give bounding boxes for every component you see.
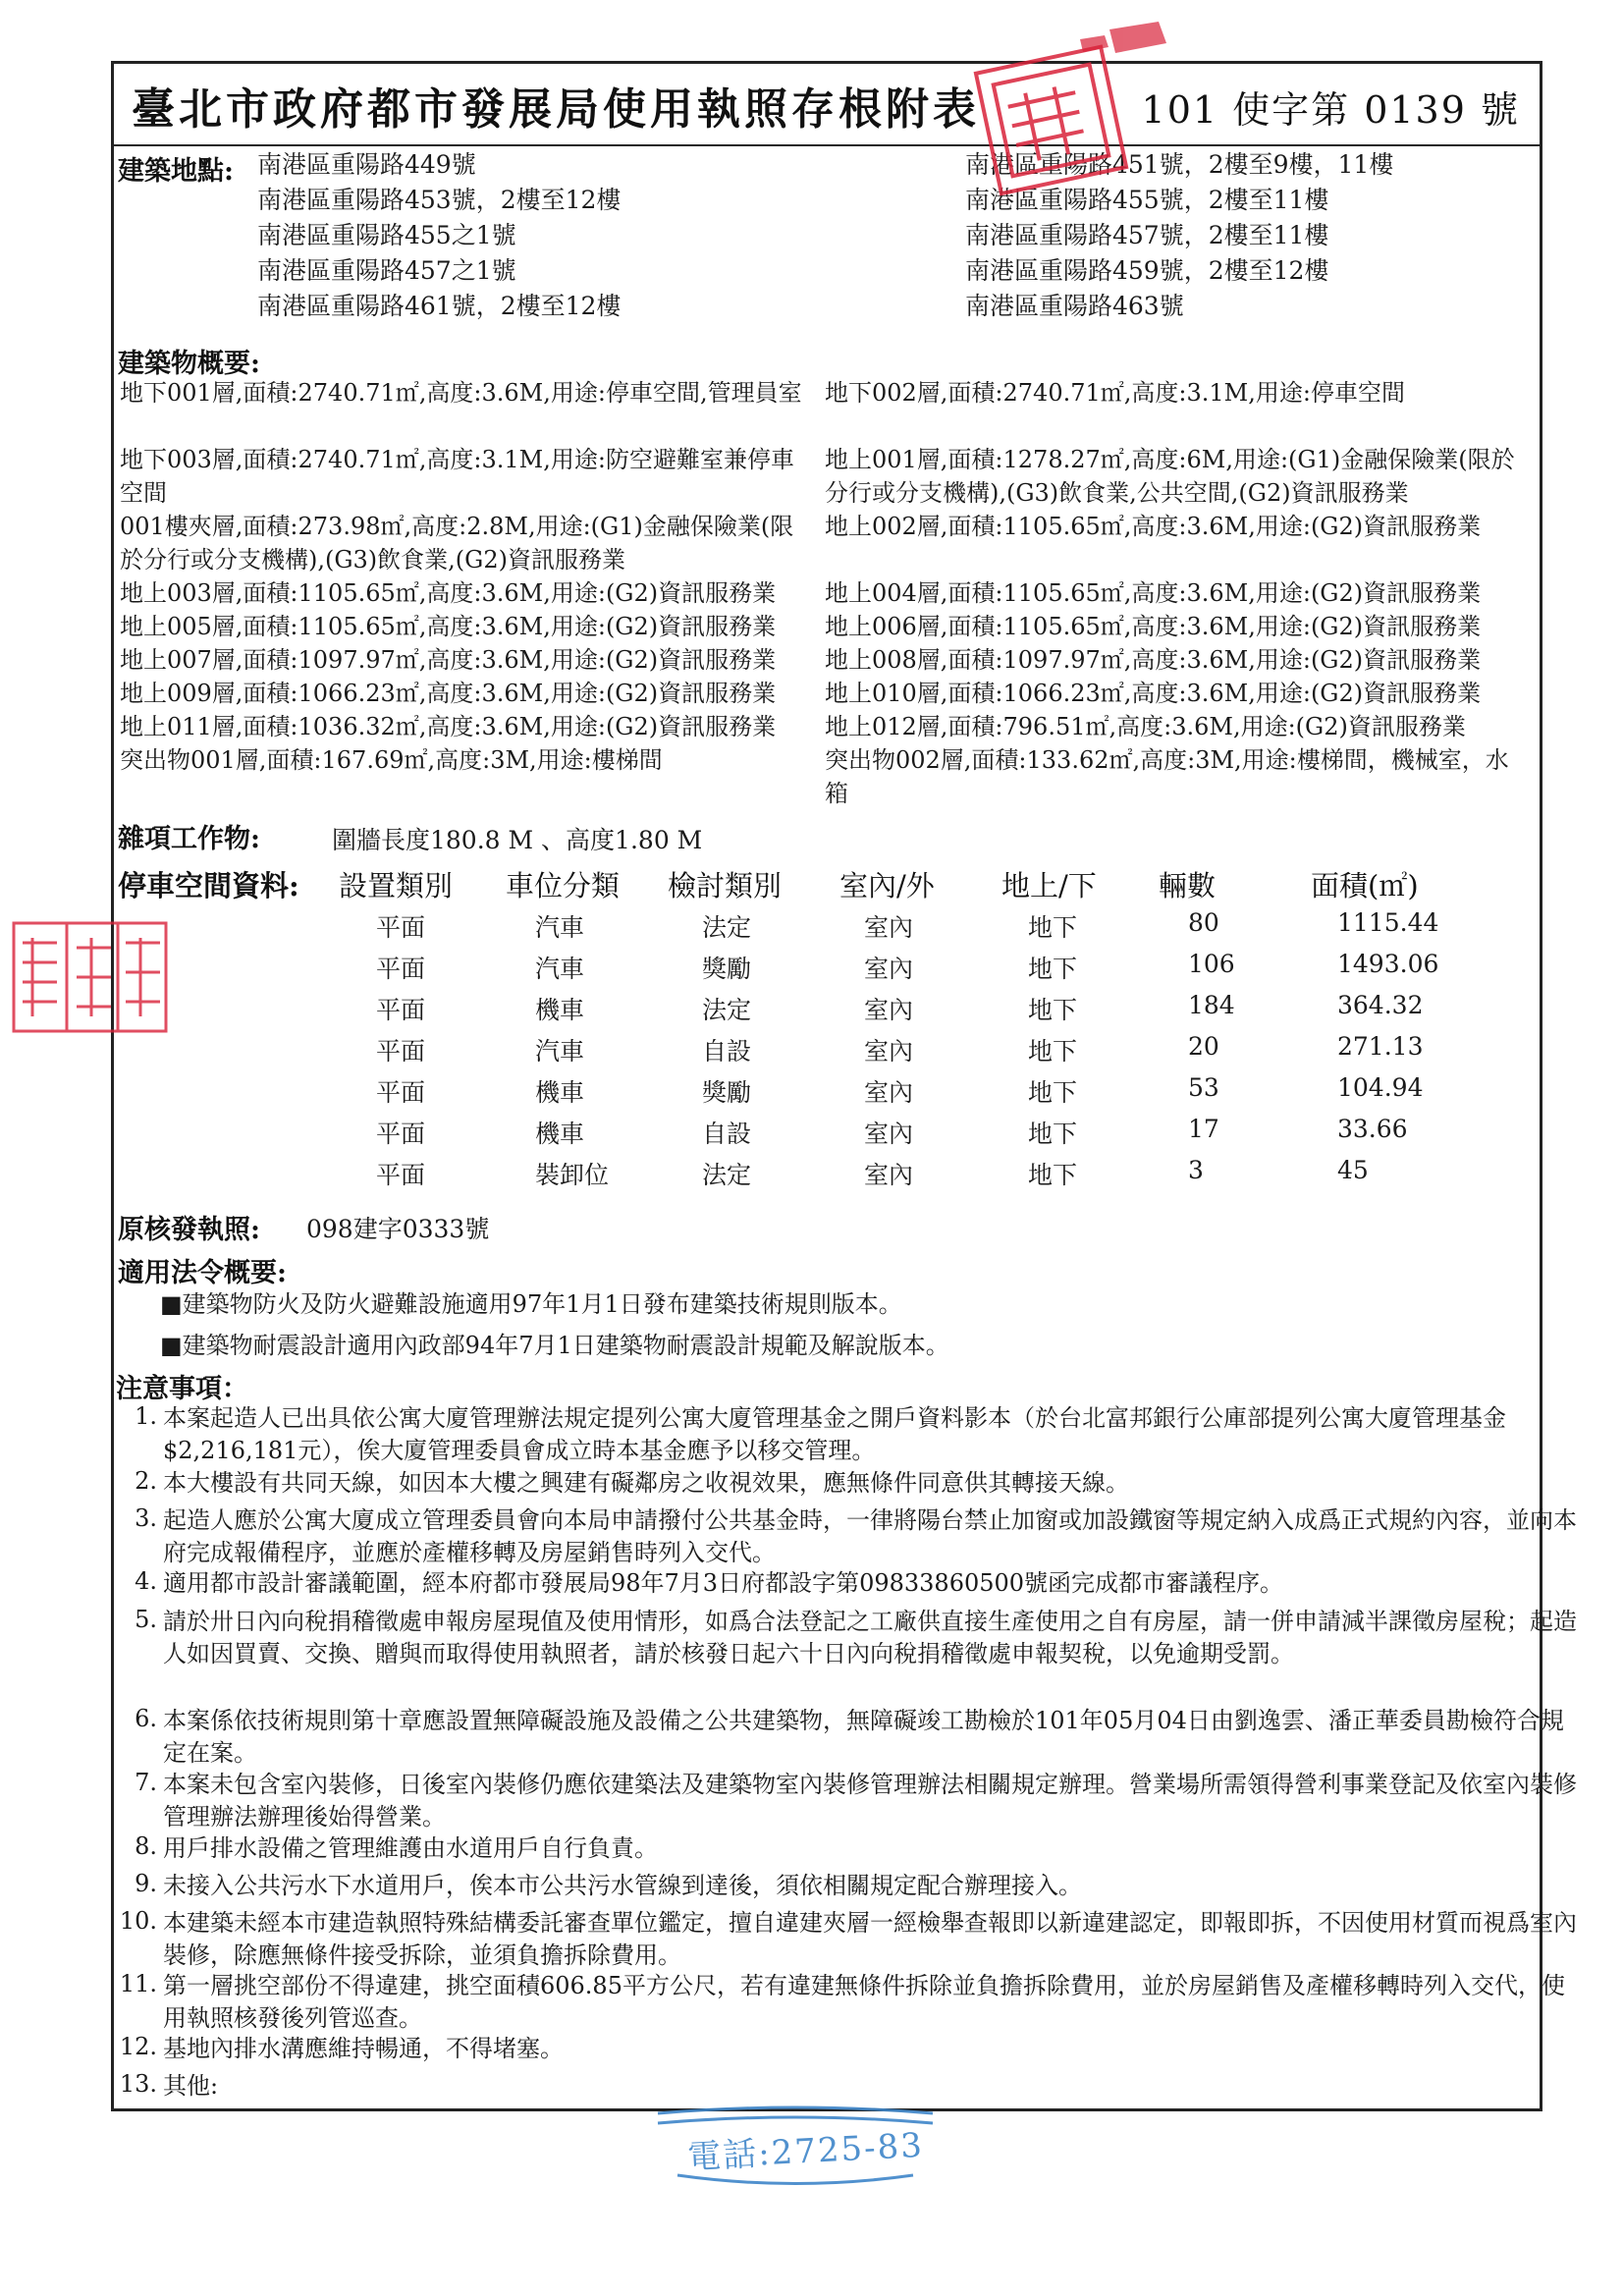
note-text: 請於卅日內向稅捐稽徵處申報房屋現值及使用情形，如爲合法登記之工廠供直接生產使用之自有房屋，請一併申請減半課徵房屋稅；起造人如因買賣、交換、贈與而取得使用執照者，請於核發日起六十日內向稅捐稽徵處申報契稅，以免逾期受罰。 — [163, 1608, 1577, 1667]
parking-header-cell: 設置類別 — [339, 869, 454, 902]
note-text: 其他: — [163, 2072, 219, 2100]
note-text: 適用都市設計審議範圍，經本府都市發展局98年7月3日府都設字第09833860500號函完成都市審議程序。 — [163, 1569, 1284, 1597]
site-address: 南港區重陽路461號，2樓至12樓 — [257, 292, 622, 320]
site-label: 建築地點: — [118, 156, 234, 187]
original-permit-value: 098建字0333號 — [306, 1215, 490, 1243]
note-number: 11. — [119, 1970, 157, 1997]
parking-cell: 20 — [1188, 1032, 1219, 1061]
building-row-left: 地上011層,面積:1036.32㎡,高度:3.6M,用途:(G2)資訊服務業 — [120, 713, 777, 740]
parking-label: 停車空間資料: — [118, 869, 299, 902]
parking-header-cell: 面積(㎡) — [1311, 869, 1419, 902]
parking-cell: 平面 — [376, 955, 426, 983]
note-text: 起造人應於公寓大廈成立管理委員會向本局申請撥付公共基金時，一律將陽台禁止加窗或加設鐵窗等規定納入成爲正式規約內容，並向本府完成報備程序，並應於產權移轉及房屋銷售時列入交代。 — [163, 1506, 1577, 1566]
red-seal-stamp-side — [8, 884, 175, 1041]
building-row-left: 地上005層,面積:1105.65㎡,高度:3.6M,用途:(G2)資訊服務業 — [120, 613, 777, 640]
building-row-left: 地上003層,面積:1105.65㎡,高度:3.6M,用途:(G2)資訊服務業 — [120, 579, 777, 607]
parking-cell: 地下 — [1028, 1037, 1078, 1066]
site-address: 南港區重陽路463號 — [965, 292, 1184, 320]
note-number: 6. — [135, 1705, 157, 1732]
parking-header-cell: 地上/下 — [1001, 869, 1097, 902]
parking-cell: 104.94 — [1337, 1073, 1424, 1102]
note-number: 12. — [119, 2033, 157, 2060]
parking-cell: 53 — [1188, 1073, 1219, 1102]
note-text: 未接入公共污水下水道用戶，俟本市公共污水管線到達後，須依相關規定配合辦理接入。 — [163, 1872, 1082, 1899]
parking-cell: 184 — [1188, 991, 1235, 1019]
note-text: 本案未包含室內裝修，日後室內裝修仍應依建築法及建築物室內裝修管理辦法相關規定辦理。營業場所需領得營利事業登記及依室內裝修管理辦法辦理後始得營業。 — [163, 1771, 1577, 1831]
parking-cell: 法定 — [702, 913, 752, 942]
parking-cell: 平面 — [376, 1078, 426, 1107]
site-address: 南港區重陽路457之1號 — [257, 256, 516, 285]
parking-cell: 法定 — [702, 996, 752, 1024]
parking-cell: 室內 — [864, 913, 914, 942]
building-row-left: 001樓夾層,面積:273.98㎡,高度:2.8M,用途:(G1)金融保險業(限於分行或分支機構),(G3)飲食業,(G2)資訊服務業 — [120, 513, 794, 574]
permit-number: 101 使字第 0139 號 — [1141, 88, 1520, 132]
site-address: 南港區重陽路455之1號 — [257, 221, 516, 249]
note-text: 本大樓設有共同天線，如因本大樓之興建有礙鄰房之收視效果，應無條件同意供其轉接天線。 — [163, 1469, 1129, 1497]
parking-cell: 平面 — [376, 996, 426, 1024]
parking-cell: 法定 — [702, 1161, 752, 1189]
building-row-right: 地上002層,面積:1105.65㎡,高度:3.6M,用途:(G2)資訊服務業 — [825, 513, 1482, 540]
red-seal-stamp-top — [972, 20, 1178, 196]
parking-cell: 自設 — [702, 1120, 752, 1148]
misc-value: 圍牆長度180.8 M 、高度1.80 M — [332, 826, 703, 854]
parking-header-cell: 車位分類 — [506, 869, 621, 902]
note-text: 本案係依技術規則第十章應設置無障礙設施及設備之公共建築物，無障礙竣工勘檢於101年05月04日由劉逸雲、潘正華委員勘檢符合規定在案。 — [163, 1707, 1564, 1767]
note-number: 1. — [135, 1402, 157, 1430]
building-row-right: 突出物002層,面積:133.62㎡,高度:3M,用途:樓梯間，機械室，水箱 — [825, 746, 1509, 807]
parking-cell: 364.32 — [1337, 991, 1424, 1019]
document-title: 臺北市政府都市發展局使用執照存根附表 — [132, 84, 980, 135]
note-number: 8. — [135, 1832, 157, 1860]
parking-cell: 獎勵 — [702, 1078, 752, 1107]
building-row-right: 地上001層,面積:1278.27㎡,高度:6M,用途:(G1)金融保險業(限於分行或分支機構),(G3)飲食業,公共空間,(G2)資訊服務業 — [825, 446, 1515, 507]
note-number: 13. — [119, 2070, 157, 2098]
parking-cell: 室內 — [864, 1078, 914, 1107]
parking-cell: 地下 — [1028, 913, 1078, 942]
site-address: 南港區重陽路449號 — [257, 150, 476, 179]
parking-header-cell: 室內/外 — [839, 869, 935, 902]
parking-cell: 3 — [1188, 1156, 1204, 1184]
note-text: 第一層挑空部份不得違建，挑空面積606.85平方公尺，若有違建無條件拆除並負擔拆除費用，並於房屋銷售及產權移轉時列入交代，使用執照核發後列管巡查。 — [163, 1972, 1565, 2032]
parking-cell: 地下 — [1028, 1078, 1078, 1107]
site-address: 南港區重陽路459號，2樓至12樓 — [965, 256, 1329, 285]
law-item: ■建築物耐震設計適用內政部94年7月1日建築物耐震設計規範及解說版本。 — [160, 1332, 949, 1359]
building-row-right: 地下002層,面積:2740.71㎡,高度:3.1M,用途:停車空間 — [825, 379, 1405, 407]
parking-cell: 室內 — [864, 955, 914, 983]
note-number: 3. — [135, 1504, 157, 1532]
building-row-right: 地上010層,面積:1066.23㎡,高度:3.6M,用途:(G2)資訊服務業 — [825, 680, 1482, 707]
parking-cell: 平面 — [376, 1037, 426, 1066]
site-left-list — [257, 147, 621, 324]
parking-header-cell: 輛數 — [1159, 869, 1217, 902]
parking-cell: 45 — [1337, 1156, 1369, 1184]
parking-cell: 平面 — [376, 1120, 426, 1148]
parking-cell: 裝卸位 — [535, 1161, 610, 1189]
building-label: 建築物概要: — [118, 349, 260, 379]
building-row-left: 地下003層,面積:2740.71㎡,高度:3.1M,用途:防空避難室兼停車空間 — [120, 446, 794, 507]
misc-label: 雜項工作物: — [118, 824, 260, 854]
site-address: 南港區重陽路457號，2樓至11樓 — [965, 221, 1329, 249]
note-text: 本案起造人已出具依公寓大廈管理辦法規定提列公寓大廈管理基金之開戶資料影本（於台北富邦銀行公庫部提列公寓大廈管理基金$2,216,181元），俟大廈管理委員會成立時本基金應予以移交管理。 — [163, 1404, 1506, 1464]
parking-cell: 機車 — [535, 1120, 585, 1148]
parking-cell: 80 — [1188, 908, 1219, 937]
note-number: 2. — [135, 1467, 157, 1495]
parking-cell: 地下 — [1028, 1120, 1078, 1148]
parking-cell: 地下 — [1028, 1161, 1078, 1189]
parking-cell: 1115.44 — [1337, 908, 1439, 937]
parking-cell: 室內 — [864, 1161, 914, 1189]
building-row-left: 地上007層,面積:1097.97㎡,高度:3.6M,用途:(G2)資訊服務業 — [120, 646, 777, 674]
original-permit-label: 原核發執照: — [118, 1215, 260, 1245]
law-label: 適用法令概要: — [118, 1258, 287, 1288]
parking-cell: 平面 — [376, 913, 426, 942]
parking-cell: 室內 — [864, 1037, 914, 1066]
building-row-left: 地下001層,面積:2740.71㎡,高度:3.6M,用途:停車空間,管理員室 — [120, 379, 802, 407]
parking-cell: 自設 — [702, 1037, 752, 1066]
note-number: 5. — [135, 1606, 157, 1633]
parking-cell: 271.13 — [1337, 1032, 1424, 1061]
parking-cell: 汽車 — [535, 1037, 585, 1066]
site-address: 南港區重陽路453號，2樓至12樓 — [257, 186, 622, 214]
building-row-left: 地上009層,面積:1066.23㎡,高度:3.6M,用途:(G2)資訊服務業 — [120, 680, 777, 707]
note-text: 基地內排水溝應維持暢通，不得堵塞。 — [163, 2035, 564, 2062]
parking-cell: 汽車 — [535, 955, 585, 983]
parking-cell: 平面 — [376, 1161, 426, 1189]
parking-cell: 地下 — [1028, 996, 1078, 1024]
parking-cell: 汽車 — [535, 913, 585, 942]
note-number: 4. — [135, 1567, 157, 1595]
title-bar — [114, 64, 1540, 146]
parking-cell: 地下 — [1028, 955, 1078, 983]
parking-cell: 室內 — [864, 1120, 914, 1148]
site-address: 南港區重陽路451號，2樓至9樓，11樓 — [965, 150, 1394, 179]
note-text: 用戶排水設備之管理維護由水道用戶自行負責。 — [163, 1834, 658, 1862]
parking-cell: 機車 — [535, 996, 585, 1024]
parking-cell: 室內 — [864, 996, 914, 1024]
parking-header-cell: 檢討類別 — [668, 869, 783, 902]
law-item: ■建築物防火及防火避難設施適用97年1月1日發布建築技術規則版本。 — [160, 1290, 902, 1318]
notes-label: 注意事項： — [116, 1374, 248, 1404]
building-row-left: 突出物001層,面積:167.69㎡,高度:3M,用途:樓梯間 — [120, 746, 663, 774]
note-number: 9. — [135, 1870, 157, 1897]
building-row-right: 地上004層,面積:1105.65㎡,高度:3.6M,用途:(G2)資訊服務業 — [825, 579, 1482, 607]
parking-cell: 1493.06 — [1337, 950, 1439, 978]
note-text: 本建築未經本市建造執照特殊結構委託審查單位鑑定，擅自違建夾層一經檢舉查報即以新違建認定，即報即拆，不因使用材質而視爲室內裝修，除應無條件接受拆除，並須負擔拆除費用。 — [163, 1909, 1577, 1969]
building-row-right: 地上008層,面積:1097.97㎡,高度:3.6M,用途:(G2)資訊服務業 — [825, 646, 1482, 674]
phone-stamp-text: 電話:2725-83 — [686, 2125, 925, 2178]
parking-cell: 17 — [1188, 1115, 1219, 1143]
parking-cell: 獎勵 — [702, 955, 752, 983]
building-row-right: 地上006層,面積:1105.65㎡,高度:3.6M,用途:(G2)資訊服務業 — [825, 613, 1482, 640]
note-number: 10. — [119, 1907, 157, 1935]
parking-cell: 機車 — [535, 1078, 585, 1107]
building-row-right: 地上012層,面積:796.51㎡,高度:3.6M,用途:(G2)資訊服務業 — [825, 713, 1466, 740]
site-address: 南港區重陽路455號，2樓至11樓 — [965, 186, 1329, 214]
parking-cell: 106 — [1188, 950, 1235, 978]
parking-cell: 33.66 — [1337, 1115, 1408, 1143]
note-number: 7. — [135, 1769, 157, 1796]
